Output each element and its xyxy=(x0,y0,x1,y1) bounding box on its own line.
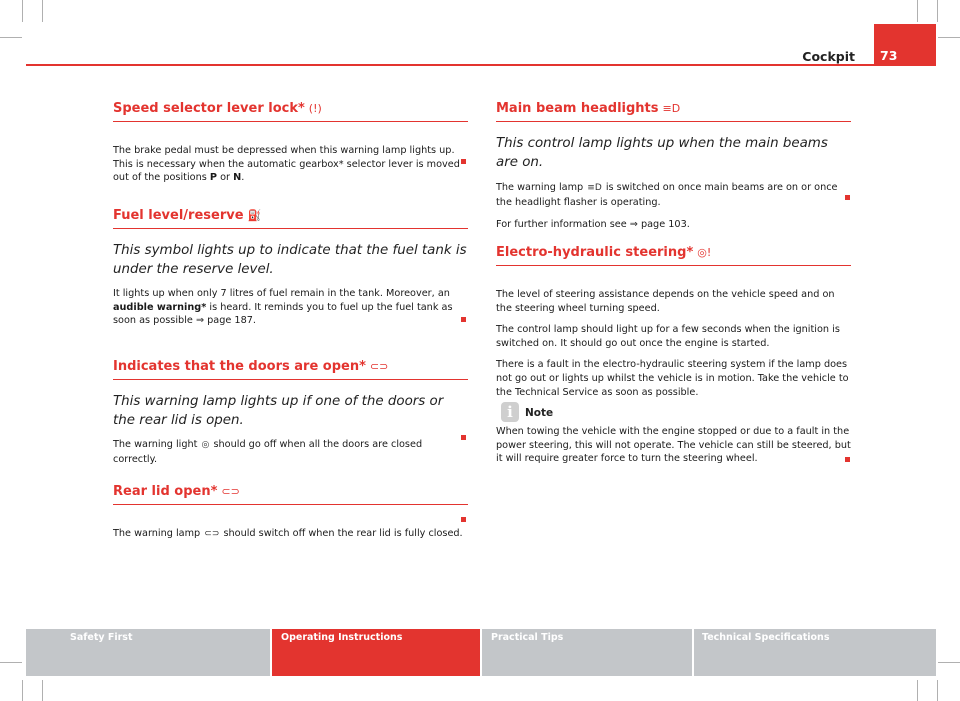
section-speed-selector-lock xyxy=(113,101,468,185)
crop-mark xyxy=(22,680,23,701)
info-note-icon: i xyxy=(501,402,519,422)
page-reference-link[interactable]: ⇒ page 103. xyxy=(629,219,690,231)
section-end-mark xyxy=(461,435,466,440)
note-text: When towing the vehicle with the engine stopped or due to a fault in the power steering, this will not operate. The vehicle can still be steered, but it will require greater force to turn the steering wheel. xyxy=(496,426,851,465)
paragraph: The warning light ◎ should go off when all the doors are closed correctly. xyxy=(113,439,423,465)
main-beam-icon: ≡D xyxy=(662,102,681,115)
note-title: Note xyxy=(525,407,554,419)
section-end-mark xyxy=(845,457,850,462)
crop-mark xyxy=(937,0,938,22)
section-main-beam xyxy=(496,101,851,232)
section-fuel-reserve xyxy=(113,208,468,328)
section-doors-open xyxy=(113,359,468,466)
page-reference-link[interactable]: ⇒ page 187. xyxy=(195,315,256,327)
paragraph: It lights up when only 7 litres of fuel remain in the tank. Moreover, an audible warning* is heard. It reminds you to fuel up the fuel tank as soon as possible ⇒ page 187. xyxy=(113,288,453,327)
paragraph: The control lamp should light up for a few seconds when the ignition is switched on. It should go out once the engine is started. xyxy=(496,324,840,349)
main-beam-lamp-icon: ≡D xyxy=(587,183,602,193)
section-heading: Electro-hydraulic steering* ◎! xyxy=(496,245,851,266)
lead-text: This warning lamp lights up if one of the doors or the rear lid is open. xyxy=(113,394,444,428)
footer-tab-operating-instructions[interactable]: Operating Instructions xyxy=(272,629,480,676)
section-end-mark xyxy=(845,195,850,200)
rear-lid-icon: ⊂⊃ xyxy=(221,485,240,498)
crop-mark xyxy=(937,680,938,701)
lead-text: This symbol lights up to indicate that the fuel tank is under the reserve level. xyxy=(113,243,467,277)
section-heading: Fuel level/reserve ⛽ xyxy=(113,208,468,229)
crop-mark xyxy=(0,37,22,38)
crop-mark xyxy=(938,37,960,38)
lead-text: This control lamp lights up when the main beams are on. xyxy=(496,136,828,170)
section-heading: Speed selector lever lock* (!) xyxy=(113,101,468,122)
page-number: 73 xyxy=(880,48,898,63)
paragraph: There is a fault in the electro-hydraulic steering system if the lamp does not go out or lights up whilst the vehicle is in motion. Take the vehicle to the Technical Service as soon as possible. xyxy=(496,359,849,398)
section-end-mark xyxy=(461,517,466,522)
paragraph: The warning lamp ⊂⊃ should switch off when the rear lid is fully closed. xyxy=(113,528,463,539)
brake-lamp-icon: (!) xyxy=(308,102,322,115)
paragraph: For further information see ⇒ page 103. xyxy=(496,219,690,231)
section-heading: Indicates that the doors are open* ⊂⊃ xyxy=(113,359,468,380)
footer-tab-technical-specifications[interactable]: Technical Specifications xyxy=(694,629,936,676)
footer-tab-practical-tips[interactable]: Practical Tips xyxy=(482,629,692,676)
rear-lid-lamp-icon: ⊂⊃ xyxy=(204,529,220,539)
crop-mark xyxy=(917,680,918,701)
section-end-mark xyxy=(461,317,466,322)
crop-mark xyxy=(22,0,23,22)
crop-mark xyxy=(0,662,22,663)
crop-mark xyxy=(42,0,43,22)
page-title: Cockpit xyxy=(802,49,855,64)
steering-warning-icon: ◎! xyxy=(697,246,712,259)
section-end-mark xyxy=(461,159,466,164)
header-rule xyxy=(26,64,936,66)
paragraph: The warning lamp ≡D is switched on once main beams are on or once the headlight flasher is operating. xyxy=(496,182,838,208)
section-heading: Rear lid open* ⊂⊃ xyxy=(113,484,468,505)
crop-mark xyxy=(938,662,960,663)
crop-mark xyxy=(917,0,918,22)
fuel-pump-icon: ⛽ xyxy=(247,209,262,222)
paragraph: The brake pedal must be depressed when this warning lamp lights up. This is necessary when the automatic gearbox* selector lever is moved out of the positions P or N. xyxy=(113,145,460,184)
section-heading: Main beam headlights ≡D xyxy=(496,101,851,122)
section-rear-lid xyxy=(113,484,468,542)
crop-mark xyxy=(42,680,43,701)
door-lamp-icon: ◎ xyxy=(201,440,210,450)
section-electro-hydraulic-steering xyxy=(496,245,851,399)
paragraph: The level of steering assistance depends on the vehicle speed and on the steering wheel turning speed. xyxy=(496,289,835,314)
footer-tab-safety-first[interactable]: Safety First xyxy=(26,629,270,676)
door-open-icon: ⊂⊃ xyxy=(369,360,389,373)
